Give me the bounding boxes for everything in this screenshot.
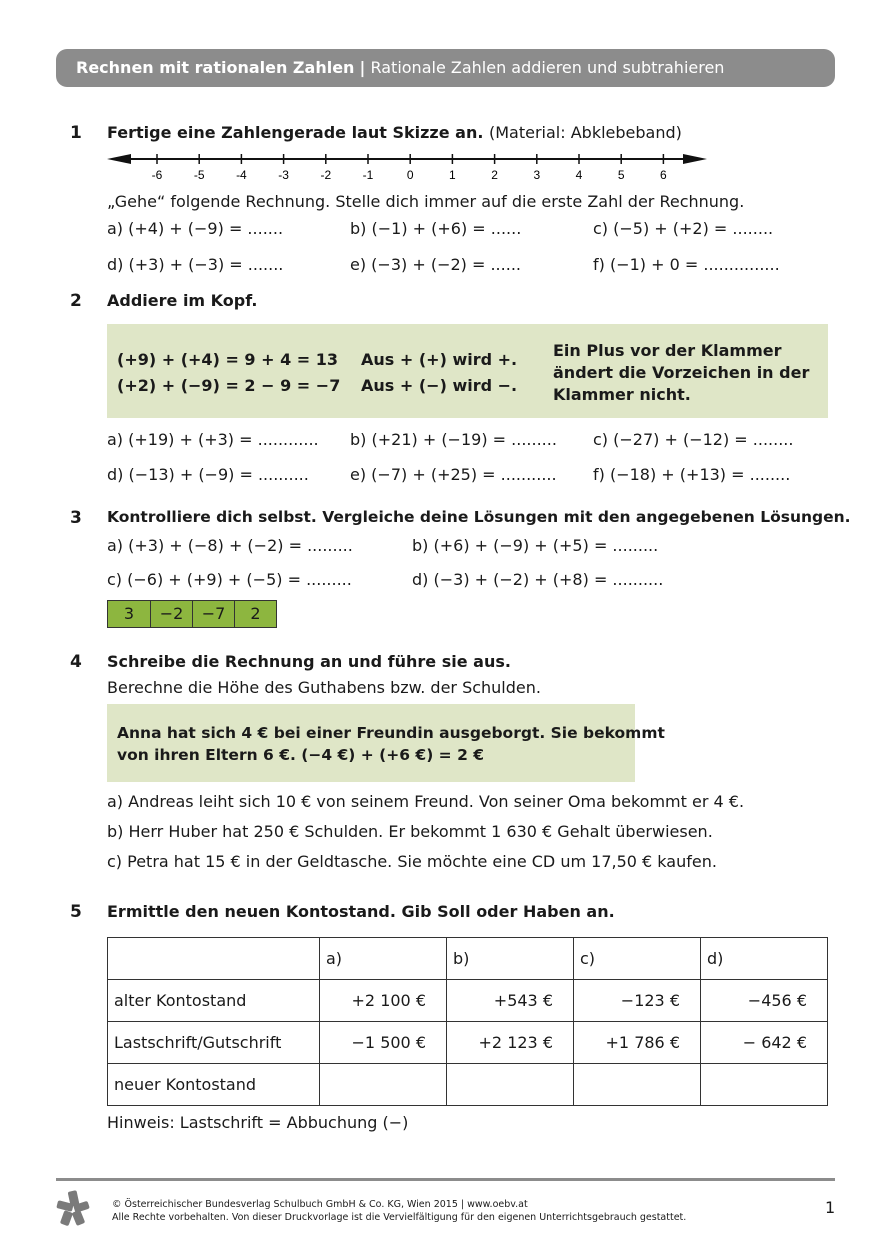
table-cell: −123 €: [574, 980, 701, 1022]
number-line-tick-label: 4: [575, 168, 583, 182]
solution-cell: 2: [234, 601, 276, 627]
exercise-1-number: 1: [70, 123, 82, 143]
ex1-item-e: e) (−3) + (−2) = ......: [350, 255, 521, 274]
number-line-tick-label: -3: [278, 168, 289, 182]
exercise-5-hint: Hinweis: Lastschrift = Abbuchung (−): [107, 1113, 409, 1132]
table-cell: −1 500 €: [320, 1022, 447, 1064]
table-cell: +1 786 €: [574, 1022, 701, 1064]
exercise-2-number: 2: [70, 291, 82, 311]
solution-cell: −7: [192, 601, 234, 627]
ex4-item-a: a) Andreas leiht sich 10 € von seinem Freund. Von seiner Oma bekommt er 4 €.: [107, 792, 745, 811]
ex1-item-a: a) (+4) + (−9) = .......: [107, 219, 284, 238]
ex3-item-c: c) (−6) + (+9) + (−5) = .........: [107, 570, 352, 589]
footer-copyright: © Österreichischer Bundesverlag Schulbuch GmbH & Co. KG, Wien 2015 | www.oebv.at: [112, 1199, 528, 1210]
ex3-item-a: a) (+3) + (−8) + (−2) = .........: [107, 536, 353, 555]
example-line-1: Anna hat sich 4 € bei einer Freundin ausgeborgt. Sie bekommt: [117, 724, 665, 742]
solution-cell: −2: [150, 601, 192, 627]
exercise-5-number: 5: [70, 902, 82, 922]
row-label: Lastschrift/Gutschrift: [108, 1022, 320, 1064]
rule-note: [553, 340, 809, 406]
table-header-cell: a): [320, 938, 447, 980]
footer-rights: Alle Rechte vorbehalten. Von dieser Druckvorlage ist die Vervielfältigung für den eigenen Unterrichtsgebrauch gestattet.: [112, 1212, 687, 1223]
number-line-tick-label: 6: [660, 168, 667, 182]
ex1-item-c: c) (−5) + (+2) = ........: [593, 219, 774, 238]
ex2-item-d: d) (−13) + (−9) = ..........: [107, 465, 309, 484]
rule-note-line-1: Ein Plus vor der Klammer: [553, 341, 782, 360]
footer-rule: [56, 1178, 835, 1181]
table-header-cell: c): [574, 938, 701, 980]
table-row: [108, 980, 828, 1022]
account-table: [107, 937, 828, 1106]
number-line-tick-label: 2: [491, 168, 498, 182]
rule-1: Aus + (+) wird +.: [361, 350, 518, 369]
row-label: neuer Kontostand: [108, 1064, 320, 1106]
row-label: alter Kontostand: [108, 980, 320, 1022]
number-line-tick-label: 3: [533, 168, 541, 182]
exercise-1-title: [107, 123, 682, 142]
table-cell: +543 €: [447, 980, 574, 1022]
ex4-item-b: b) Herr Huber hat 250 € Schulden. Er bekommt 1 630 € Gehalt überwiesen.: [107, 822, 713, 841]
ex4-item-c: c) Petra hat 15 € in der Geldtasche. Sie möchte eine CD um 17,50 € kaufen.: [107, 852, 717, 871]
solution-strip: [107, 600, 277, 628]
table-cell: +2 100 €: [320, 980, 447, 1022]
chapter-subtitle: Rationale Zahlen addieren und subtrahieren: [370, 58, 725, 77]
table-cell: −456 €: [701, 980, 828, 1022]
rule-example-1: (+9) + (+4) = 9 + 4 = 13: [117, 350, 339, 369]
ex3-item-b: b) (+6) + (−9) + (+5) = .........: [412, 536, 659, 555]
chapter-title: Rechnen mit rationalen Zahlen: [76, 58, 355, 77]
number-line-tick-label: -5: [193, 168, 205, 182]
table-row: [108, 1022, 828, 1064]
exercise-2-title: Addiere im Kopf.: [107, 291, 258, 310]
number-line-tick-label: -2: [320, 168, 332, 182]
number-line-tick-label: -4: [236, 168, 247, 182]
number-line-tick-label: -1: [362, 168, 374, 182]
exercise-1-material: (Material: Abklebeband): [489, 123, 682, 142]
answer-cell[interactable]: [320, 1064, 447, 1106]
table-cell: +2 123 €: [447, 1022, 574, 1064]
ex1-item-f: f) (−1) + 0 = ...............: [593, 255, 780, 274]
number-line-tick-label: -6: [151, 168, 163, 182]
exercise-1-title-text: Fertige eine Zahlengerade laut Skizze an.: [107, 123, 484, 142]
ex2-item-b: b) (+21) + (−19) = .........: [350, 430, 557, 449]
example-box: [107, 704, 665, 782]
ex1-item-b: b) (−1) + (+6) = ......: [350, 219, 522, 238]
exercise-4-subtitle: Berechne die Höhe des Guthabens bzw. der Schulden.: [107, 678, 541, 697]
rule-box: [107, 324, 828, 418]
ex2-item-e: e) (−7) + (+25) = ...........: [350, 465, 557, 484]
ex2-item-a: a) (+19) + (+3) = ............: [107, 430, 319, 449]
chapter-header: [56, 49, 835, 87]
rule-note-line-2: ändert die Vorzeichen in der: [553, 363, 810, 382]
answer-cell[interactable]: [447, 1064, 574, 1106]
number-line-tick-label: 5: [617, 168, 625, 182]
table-row: [108, 1064, 828, 1106]
answer-cell[interactable]: [574, 1064, 701, 1106]
table-header-row: [108, 938, 828, 980]
ex2-item-f: f) (−18) + (+13) = ........: [593, 465, 791, 484]
number-line-right-arrow: [683, 154, 707, 164]
solution-cell: 3: [108, 601, 150, 627]
exercise-1-instruction: „Gehe“ folgende Rechnung. Stelle dich immer auf die erste Zahl der Rechnung.: [107, 192, 745, 211]
table-header-cell: [108, 938, 320, 980]
oebv-asterisk-logo-icon: [56, 1190, 90, 1226]
exercise-5-title: Ermittle den neuen Kontostand. Gib Soll oder Haben an.: [107, 902, 615, 921]
rule-note-line-3: Klammer nicht.: [553, 385, 691, 404]
ex2-item-c: c) (−27) + (−12) = ........: [593, 430, 794, 449]
ex1-item-d: d) (+3) + (−3) = .......: [107, 255, 284, 274]
table-header-cell: b): [447, 938, 574, 980]
number-line-tick-label: 1: [449, 168, 456, 182]
table-header-cell: d): [701, 938, 828, 980]
number-line-left-arrow: [107, 154, 131, 164]
example-text: [117, 722, 665, 766]
ex3-item-d: d) (−3) + (−2) + (+8) = ..........: [412, 570, 664, 589]
rule-2: Aus + (−) wird −.: [361, 376, 518, 395]
page-number: 1: [825, 1198, 836, 1217]
number-line: [105, 148, 715, 182]
exercise-3-title: Kontrolliere dich selbst. Vergleiche deine Lösungen mit den angegebenen Lösungen.: [107, 508, 851, 526]
exercise-3-number: 3: [70, 508, 82, 528]
rule-example-2: (+2) + (−9) = 2 − 9 = −7: [117, 376, 341, 395]
exercise-4-title: Schreibe die Rechnung an und führe sie aus.: [107, 652, 511, 671]
example-line-2: von ihren Eltern 6 €. (−4 €) + (+6 €) = 2 €: [117, 746, 485, 764]
header-separator: |: [359, 58, 366, 77]
exercise-4-number: 4: [70, 652, 82, 672]
number-line-tick-label: 0: [406, 168, 414, 182]
answer-cell[interactable]: [701, 1064, 828, 1106]
table-cell: − 642 €: [701, 1022, 828, 1064]
